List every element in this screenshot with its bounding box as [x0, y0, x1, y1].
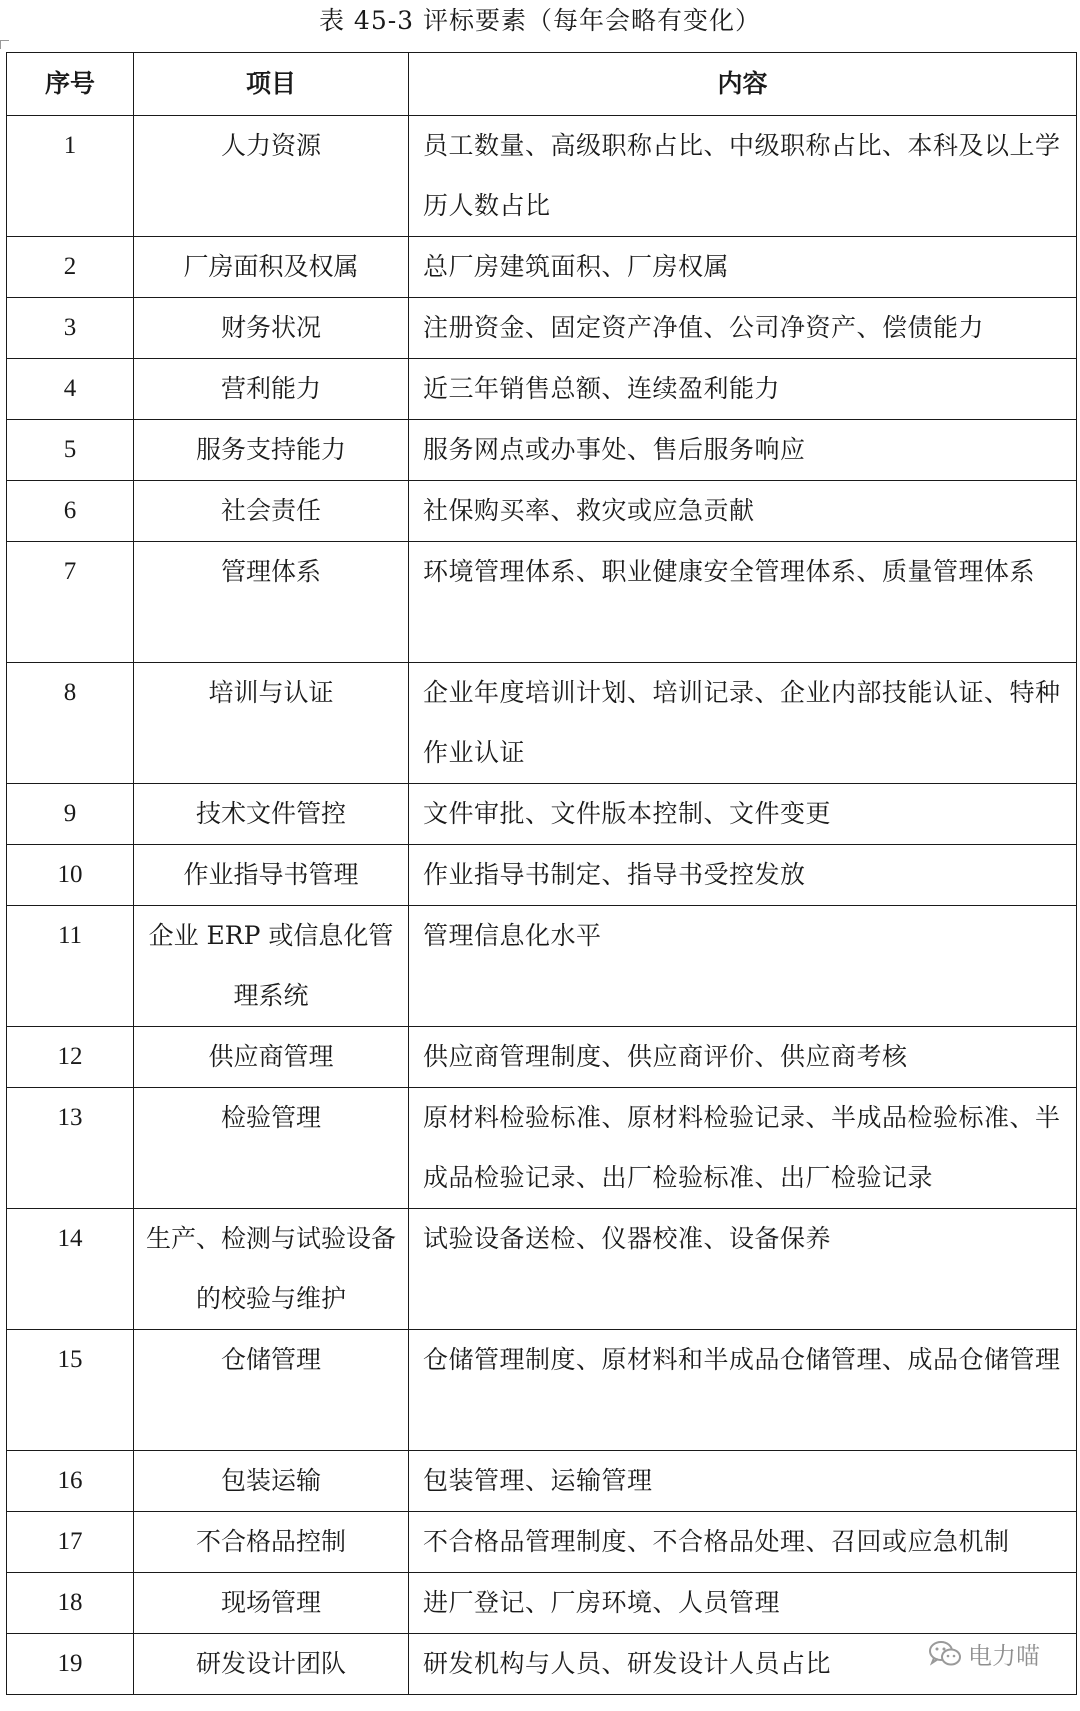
table-row — [7, 1512, 1077, 1573]
row-item: 社会责任 — [134, 481, 409, 542]
row-content: 不合格品管理制度、不合格品处理、召回或应急机制 — [409, 1512, 1077, 1573]
row-item: 现场管理 — [134, 1573, 409, 1634]
page-corner-mark — [0, 40, 9, 49]
row-item: 供应商管理 — [134, 1027, 409, 1088]
row-number: 17 — [7, 1512, 134, 1573]
row-content: 员工数量、高级职称占比、中级职称占比、本科及以上学历人数占比 — [409, 116, 1077, 237]
row-number: 15 — [7, 1330, 134, 1451]
row-item: 技术文件管控 — [134, 784, 409, 845]
row-number: 7 — [7, 542, 134, 663]
table-row — [7, 1634, 1077, 1695]
row-number: 6 — [7, 481, 134, 542]
row-item: 生产、检测与试验设备的校验与维护 — [134, 1209, 409, 1330]
row-number: 18 — [7, 1573, 134, 1634]
row-content: 企业年度培训计划、培训记录、企业内部技能认证、特种作业认证 — [409, 663, 1077, 784]
row-content: 服务网点或办事处、售后服务响应 — [409, 420, 1077, 481]
row-number: 9 — [7, 784, 134, 845]
table-row — [7, 1573, 1077, 1634]
row-content: 环境管理体系、职业健康安全管理体系、质量管理体系 — [409, 542, 1077, 663]
table-row — [7, 1209, 1077, 1330]
watermark — [928, 1636, 1040, 1671]
table-row — [7, 1027, 1077, 1088]
table-row — [7, 663, 1077, 784]
row-number: 1 — [7, 116, 134, 237]
row-content: 供应商管理制度、供应商评价、供应商考核 — [409, 1027, 1077, 1088]
row-item: 企业 ERP 或信息化管理系统 — [134, 906, 409, 1027]
table-row — [7, 1451, 1077, 1512]
row-item: 培训与认证 — [134, 663, 409, 784]
row-content: 仓储管理制度、原材料和半成品仓储管理、成品仓储管理 — [409, 1330, 1077, 1451]
table-row — [7, 906, 1077, 1027]
row-content: 注册资金、固定资产净值、公司净资产、偿债能力 — [409, 298, 1077, 359]
header-content: 内容 — [409, 53, 1077, 116]
row-item: 营利能力 — [134, 359, 409, 420]
table-row — [7, 1330, 1077, 1451]
header-no: 序号 — [7, 53, 134, 116]
row-number: 19 — [7, 1634, 134, 1695]
row-number: 3 — [7, 298, 134, 359]
table-row — [7, 237, 1077, 298]
row-content: 文件审批、文件版本控制、文件变更 — [409, 784, 1077, 845]
table-row — [7, 542, 1077, 663]
row-content: 研发机构与人员、研发设计人员占比 — [409, 1634, 1077, 1695]
row-number: 8 — [7, 663, 134, 784]
row-item: 作业指导书管理 — [134, 845, 409, 906]
row-number: 4 — [7, 359, 134, 420]
table-caption: 表 45-3 评标要素（每年会略有变化） — [318, 6, 762, 35]
table-row — [7, 784, 1077, 845]
row-content: 进厂登记、厂房环境、人员管理 — [409, 1573, 1077, 1634]
row-item: 研发设计团队 — [134, 1634, 409, 1695]
row-number: 12 — [7, 1027, 134, 1088]
row-item: 服务支持能力 — [134, 420, 409, 481]
evaluation-table — [6, 52, 1077, 1695]
table-header-row — [7, 53, 1077, 116]
row-content: 管理信息化水平 — [409, 906, 1077, 1027]
row-number: 10 — [7, 845, 134, 906]
table-row — [7, 481, 1077, 542]
row-number: 5 — [7, 420, 134, 481]
row-content: 总厂房建筑面积、厂房权属 — [409, 237, 1077, 298]
row-item: 人力资源 — [134, 116, 409, 237]
table-row — [7, 1088, 1077, 1209]
row-item: 包装运输 — [134, 1451, 409, 1512]
wechat-icon — [928, 1640, 962, 1668]
row-content: 包装管理、运输管理 — [409, 1451, 1077, 1512]
header-item: 项目 — [134, 53, 409, 116]
row-content: 试验设备送检、仪器校准、设备保养 — [409, 1209, 1077, 1330]
row-content: 社保购买率、救灾或应急贡献 — [409, 481, 1077, 542]
row-item: 财务状况 — [134, 298, 409, 359]
row-number: 11 — [7, 906, 134, 1027]
row-content: 近三年销售总额、连续盈利能力 — [409, 359, 1077, 420]
table-row — [7, 298, 1077, 359]
watermark-text: 电力喵 — [968, 1642, 1040, 1670]
row-item: 仓储管理 — [134, 1330, 409, 1451]
row-number: 13 — [7, 1088, 134, 1209]
row-number: 16 — [7, 1451, 134, 1512]
row-item: 管理体系 — [134, 542, 409, 663]
row-content: 原材料检验标准、原材料检验记录、半成品检验标准、半成品检验记录、出厂检验标准、出厂检验记录 — [409, 1088, 1077, 1209]
table-row — [7, 845, 1077, 906]
table-row — [7, 420, 1077, 481]
row-item: 不合格品控制 — [134, 1512, 409, 1573]
table-row — [7, 359, 1077, 420]
row-item: 检验管理 — [134, 1088, 409, 1209]
row-item: 厂房面积及权属 — [134, 237, 409, 298]
row-number: 2 — [7, 237, 134, 298]
row-content: 作业指导书制定、指导书受控发放 — [409, 845, 1077, 906]
row-number: 14 — [7, 1209, 134, 1330]
table-row — [7, 116, 1077, 237]
table-body — [7, 116, 1077, 1695]
